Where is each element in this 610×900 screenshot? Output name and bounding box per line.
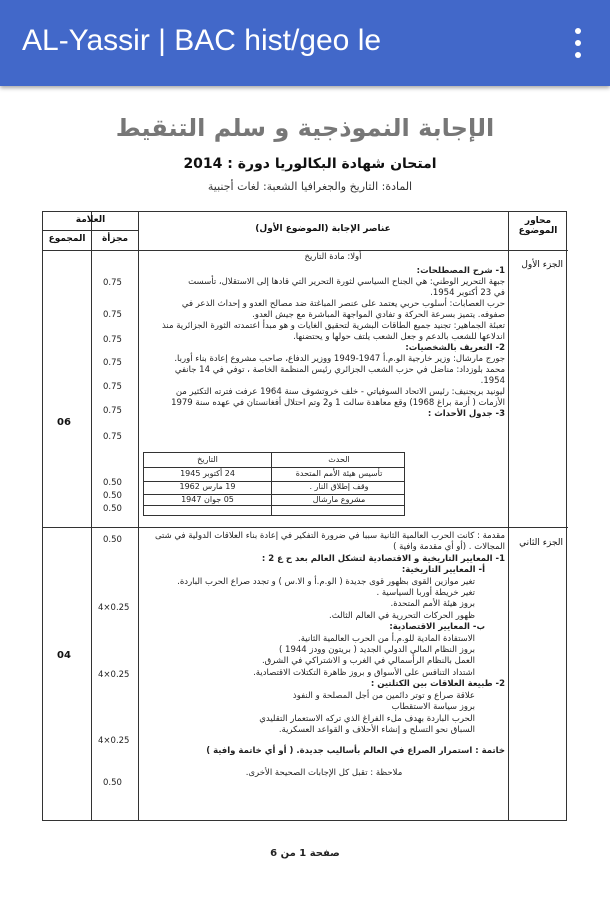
answer-table — [42, 211, 567, 821]
answer-line: تغير موازين القوى بظهور قوى جديدة ( الو.م.أ و الا.س ) و تجدد صراع الحرب الباردة. — [177, 576, 475, 587]
answer-line: محمد بلوزداد: مناضل في حزب الشعب الجزائري رئيس المنظمة الخاصة ، توفي في 14 جانفي — [174, 365, 505, 375]
table-divider — [43, 527, 568, 528]
answer-line: الاستفادة المادية للو.م.أ من الحرب العالمية الثانية. — [298, 633, 475, 644]
menu-dot — [575, 28, 581, 34]
app-title: AL-Yassir | BAC hist/geo le — [22, 24, 382, 57]
answer-line: خاتمة : استمرار الصراع في العالم بأساليب جديدة. ( أو أي خاتمة وافية ) — [206, 746, 505, 757]
subject-line: المادة: التاريخ والجغرافيا الشعبة: لغات أجنبية — [207, 180, 413, 193]
events-header-date: التاريخ — [197, 455, 218, 464]
answer-line: اندلاعها للشعب بالدعم و جعل الشعب يلتف حولها و يحتضنها. — [293, 332, 505, 342]
mark-value: 0.75 — [103, 278, 122, 288]
event-name: تأسيس هيئة الأمم المتحدة — [295, 469, 383, 478]
answer-line: 1- شرح المصطلحات: — [416, 266, 505, 276]
mark-value: 0.50 — [103, 478, 122, 488]
answer-line: 1- المعايير التاريخية و الاقتصادية لتشكل العالم بعد ح ع 2 : — [261, 553, 505, 564]
answer-line: أ- المعايير التاريخية: — [401, 565, 485, 576]
answer-line: مقدمة : كانت الحرب العالمية الثانية سببا في ضرورة التفكير في إعادة بناء العلاقات الدولية في شتى — [154, 531, 505, 541]
event-name: وقف إطلاق النار . — [309, 482, 369, 491]
answer-line: تعبئة الجماهير: تجنيد جميع الطاقات البشرية لتحقيق الغايات و هو مبدأ اعتمدته الثورة الجزائرية منذ — [161, 321, 505, 331]
header-elements: عناصر الإجابة (الموضوع الأول) — [255, 224, 391, 234]
mark-value: 0.75 — [103, 382, 122, 392]
answer-line: ظهور الحركات التحررية في العالم الثالث. — [329, 610, 475, 621]
header-grade: العلامة — [75, 215, 106, 225]
answer-line: بروز سياسة الاستقطاب — [391, 702, 475, 713]
mark-value: 0.50 — [103, 778, 122, 788]
answer-line: 3- جدول الأحداث : — [427, 409, 505, 419]
part2-total: 04 — [57, 650, 71, 661]
app-bar — [0, 0, 610, 86]
event-date: 05 جوان 1947 — [181, 495, 234, 504]
table-divider — [138, 212, 139, 820]
answer-line: تغير خريطة أوربا السياسية . — [376, 588, 475, 599]
header-axis: محاور الموضوع — [518, 216, 558, 236]
part2-content — [143, 531, 505, 779]
answer-line: اشتداد التنافس على الأسواق و بروز ظاهرة التكتلات الاقتصادية. — [253, 667, 475, 678]
mark-value: 4×0.25 — [98, 670, 130, 680]
header-total: المجموع — [48, 234, 86, 244]
header-partial: مجزأة — [101, 234, 129, 244]
table-divider — [91, 212, 92, 820]
part1-total: 06 — [57, 417, 71, 428]
mark-value: 0.75 — [103, 310, 122, 320]
answer-line: بروز هيئة الأمم المتحدة. — [390, 599, 475, 610]
mark-value: 4×0.25 — [98, 603, 130, 613]
answer-line: ليونيد بريجنيف: رئيس الاتحاد السوفياتي - خلف خروتشوف سنة 1964 عرفت فترته التكثير من — [175, 387, 505, 397]
mark-value: 0.50 — [103, 504, 122, 514]
part2-label: الجزء الثاني — [519, 538, 563, 548]
answer-line: ب- المعايير الاقتصادية: — [389, 622, 485, 633]
document-main-title: الإجابة النموذجية و سلم التنقيط — [115, 114, 495, 142]
table-divider — [144, 467, 404, 468]
table-divider — [508, 212, 509, 820]
page-counter: صفحة 1 من 6 — [270, 848, 340, 859]
mark-value: 4×0.25 — [98, 736, 130, 746]
events-header-event: الحدث — [328, 455, 350, 464]
answer-line: في 23 أكتوبر 1954. — [430, 288, 505, 298]
table-divider — [144, 505, 404, 506]
answer-line: العمل بالنظام الرأسمالي في الغرب و الاشتراكي في الشرق. — [261, 656, 475, 667]
answer-line: 2- طبيعة العلاقات بين الكتلتين : — [370, 679, 505, 690]
mark-value: 0.75 — [103, 335, 122, 345]
mark-value: 0.75 — [103, 358, 122, 368]
menu-dot — [575, 52, 581, 58]
answer-line: المجالات . (أو أي مقدمة وافية ) — [393, 542, 505, 553]
events-table — [143, 452, 405, 516]
menu-dot — [575, 40, 581, 46]
part1-label: الجزء الأول — [521, 260, 563, 270]
answer-line: ملاحظة : تقبل كل الإجابات الصحيحة الأخرى. — [245, 767, 403, 778]
document-page[interactable] — [0, 86, 610, 900]
answer-line: الحرب الباردة بهدف ملء الفراغ الذي تركه الاستعمار التقليدي — [259, 713, 475, 724]
mark-value: 0.50 — [103, 491, 122, 501]
event-name: مشروع مارشال — [312, 495, 366, 504]
mark-value: 0.50 — [103, 535, 122, 545]
exam-title: امتحان شهادة البكالوريا دورة : 2014 — [183, 156, 437, 172]
table-divider — [43, 250, 568, 251]
answer-line: علاقة صراع و توتر دائمين من أجل المصلحة و النفوذ — [292, 690, 475, 701]
answer-line: حرب العصابات: أسلوب حربي يعتمد على عنصر المباغتة ضد مصالح العدو و إحداث الذعر في — [181, 299, 505, 309]
answer-line: جبهة التحرير الوطني: هي الجناح السياسي لثورة التحرير التي قادها إلى الاستقلال، تأسست — [188, 277, 505, 287]
answer-line: الأزمات ( أزمة براغ 1968) وقع معاهدة سالت 1 و2 وتم احتلال أفغانستان في عهده سنة 1979 — [171, 398, 505, 408]
event-date: 24 أكتوبر 1945 — [180, 469, 235, 478]
part1-content — [143, 266, 505, 420]
answer-line: 2- التعريف بالشخصيات: — [405, 343, 505, 353]
more-vert-icon[interactable] — [570, 28, 586, 58]
answer-line: صفوفه. يتميز بسرعة الحركة و تفادي المواجهة المباشرة مع جيش العدو. — [252, 310, 505, 320]
part1-subject: أولا: مادة التاريخ — [304, 252, 362, 262]
table-divider — [43, 230, 138, 231]
mark-value: 0.75 — [103, 406, 122, 416]
event-date: 19 مارس 1962 — [179, 482, 236, 491]
answer-line: 1954. — [480, 376, 505, 386]
mark-value: 0.75 — [103, 432, 122, 442]
answer-line: بروز النظام المالي الدولي الجديد ( بريتون وودز 1944 ) — [279, 645, 475, 656]
answer-line: جورج مارشال: وزير خارجية الو.م.أ 1947-1949 ووزير الدفاع، صاحب مشروع إعادة بناء أوربا. — [174, 354, 505, 364]
answer-line: السباق نحو التسلح و إنشاء الأحلاف و القواعد العسكرية. — [278, 724, 475, 735]
